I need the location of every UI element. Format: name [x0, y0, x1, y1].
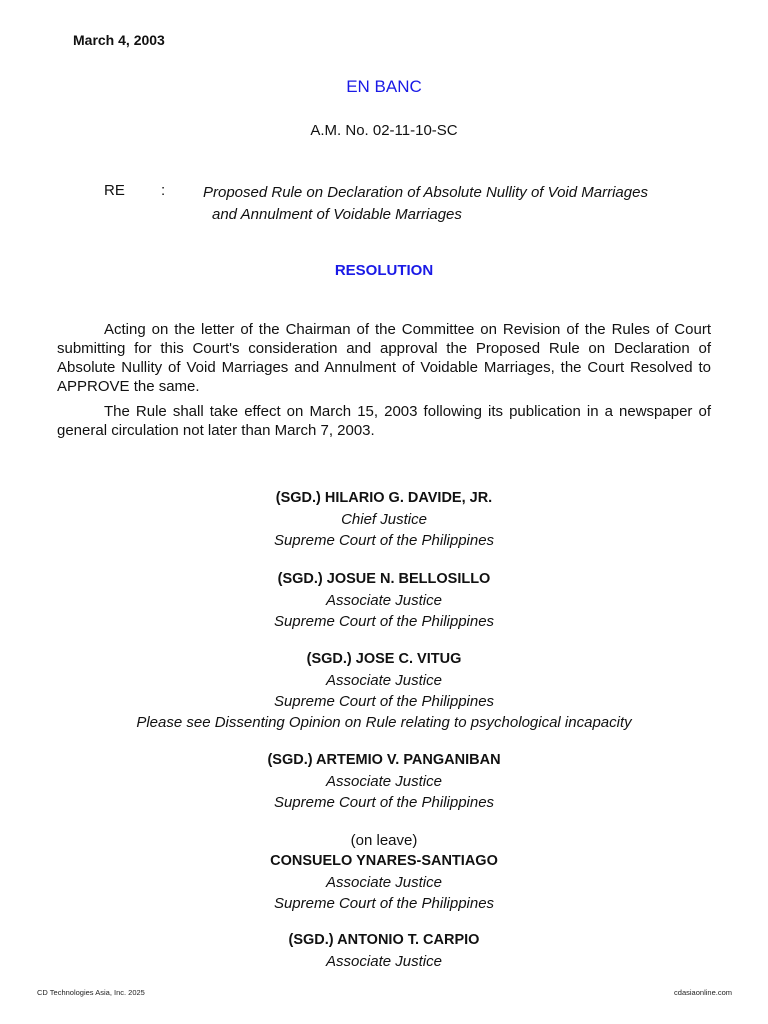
signature-block-bellosillo: [0, 569, 768, 632]
signatory-title: Associate Justice: [326, 592, 442, 609]
re-subject: [203, 182, 723, 226]
signature-block-carpio: [0, 930, 768, 972]
signatory-title: Associate Justice: [326, 953, 442, 970]
re-colon: :: [161, 182, 166, 199]
signature-block-davide: [0, 488, 768, 551]
re-subject-line-2: and Annulment of Voidable Marriages: [212, 206, 462, 223]
signatory-title: Chief Justice: [341, 511, 427, 528]
signatory-status: (on leave): [350, 832, 418, 849]
signatory-court: Supreme Court of the Philippines: [273, 532, 495, 549]
case-number: A.M. No. 02-11-10-SC: [310, 122, 458, 139]
document-date: March 4, 2003: [73, 32, 165, 48]
signature-block-ynares-santiago: [0, 830, 768, 914]
signatory-title: Associate Justice: [326, 874, 442, 891]
signatory-court: Supreme Court of the Philippines: [273, 693, 495, 710]
resolution-heading: RESOLUTION: [334, 262, 434, 279]
signatory-name: CONSUELO YNARES-SANTIAGO: [270, 853, 498, 869]
signatory-court: Supreme Court of the Philippines: [273, 794, 495, 811]
signature-block-vitug: [0, 649, 768, 733]
signatory-court: Supreme Court of the Philippines: [273, 613, 495, 630]
signatory-name: (SGD.) ANTONIO T. CARPIO: [288, 932, 480, 948]
body-paragraph-2: The Rule shall take effect on March 15, 2003 following its publication in a newspaper of general circulation not later than March 7, 2003.: [57, 403, 711, 439]
signatory-name: (SGD.) JOSE C. VITUG: [306, 651, 462, 667]
signatory-title: Associate Justice: [326, 672, 442, 689]
signatory-title: Associate Justice: [326, 773, 442, 790]
body-paragraph-1: Acting on the letter of the Chairman of the Committee on Revision of the Rules of Court submitting for this Court's consideration and approval the Proposed Rule on Declaration of Absolute Nullity of Void Marriages and Annulment of Voidable Marriages, the Court Resolved to APPROVE the same.: [57, 321, 711, 395]
signatory-name: (SGD.) JOSUE N. BELLOSILLO: [277, 571, 491, 587]
division-heading: EN BANC: [346, 77, 422, 96]
signatory-name: (SGD.) HILARIO G. DAVIDE, JR.: [275, 490, 493, 506]
signatory-name: (SGD.) ARTEMIO V. PANGANIBAN: [267, 752, 501, 768]
signatory-court: Supreme Court of the Philippines: [273, 895, 495, 912]
signature-block-panganiban: [0, 750, 768, 813]
footer-site: cdasiaonline.com: [674, 988, 732, 997]
footer-copyright: CD Technologies Asia, Inc. 2025: [37, 988, 145, 997]
re-label: RE: [104, 182, 125, 199]
signatory-note: Please see Dissenting Opinion on Rule relating to psychological incapacity: [136, 714, 632, 731]
re-subject-line-1: Proposed Rule on Declaration of Absolute Nullity of Void Marriages: [203, 184, 648, 201]
